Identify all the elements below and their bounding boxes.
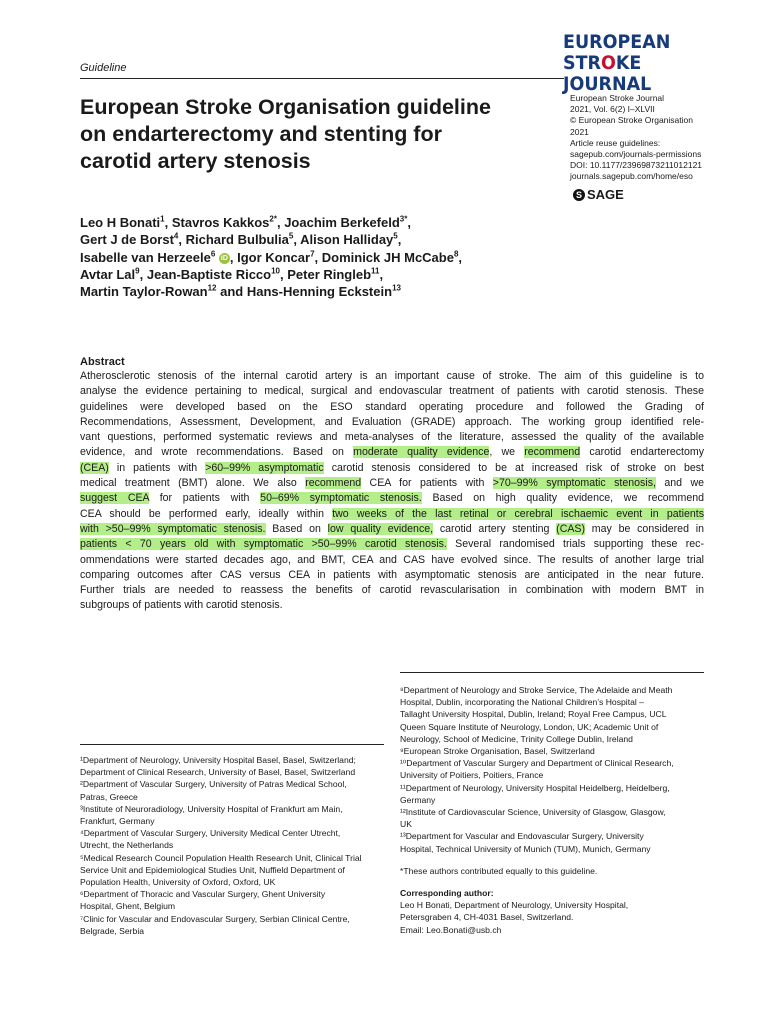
affiliation-line: ¹³Department for Vascular and Endovascular Surgery, University [400,831,644,842]
meta-permissions-link[interactable]: sagepub.com/journals-permissions [570,149,702,160]
abstract-line: vant questions, performed systematic reviews and meta-analyses of the literature, assessed the quality of the available [80,431,704,444]
affiliation-line: Hospital, Ghent, Belgium [80,901,176,912]
affiliation-line: Queen Square Institute of Neurology, London, UK; Academic Unit of [400,721,659,732]
affiliation-line: University of Poitiers, Poitiers, France [400,770,544,781]
meta-year: 2021 [570,126,589,137]
affiliation-line: Patras, Greece [80,791,138,802]
corresponding-author-heading: Corresponding author: [400,888,494,899]
abstract-line: Atherosclerotic stenosis of the internal carotid artery is an important cause of stroke. The aim of this guideline is to [80,370,704,382]
affiliation-line: ¹²Institute of Cardiovascular Science, University of Glasgow, Glasgow, [400,807,666,818]
affiliation-line: Hospital, Dublin, incorporating the National Children’s Hospital – [400,697,644,708]
abstract-line: ommendations were started decades ago, and BMT, CEA and CAS have evolved since. The results of another large trial [80,553,704,566]
abstract-line: comparing outcomes after CAS versus CEA in patients with asymptomatic stenosis are anticipated in the near future. [80,568,704,581]
highlight: 50–69% symptomatic stenosis. [260,492,422,505]
affiliation-line: ⁹European Stroke Organisation, Basel, Switzerland [400,746,595,757]
highlight: recommend [305,477,362,490]
affiliation-line: ²Department of Vascular Surgery, University of Patras Medical School, [80,779,347,790]
abstract-line: (CEA) in patients with >60–99% asymptomatic carotid stenosis considered to be at increased risk of stroke on best [80,461,704,474]
affiliation-line: ⁴Department of Vascular Surgery, University Medical Center Utrecht, [80,828,341,839]
logo-accent-letter: O [600,52,616,74]
affiliation-line: Frankfurt, Germany [80,816,155,827]
highlight: patients < 70 years old with symptomatic >50–99% carotid stenosis. [80,538,447,551]
meta-copyright: © European Stroke Organisation [570,115,693,126]
affiliations-left [80,754,390,937]
spacer [400,877,710,887]
affiliation-line: ⁸Department of Neurology and Stroke Service, The Adelaide and Meath [400,685,673,695]
highlight: (CAS) [556,522,586,535]
affiliation-line: ⁵Medical Research Council Population Health Research Unit, Clinical Trial [80,852,362,863]
affiliation-line: ¹⁰Department of Vascular Surgery and Department of Clinical Research, [400,758,674,769]
affiliation-line: ⁷Clinic for Vascular and Endovascular Surgery, Serbian Clinical Centre, [80,913,350,924]
affiliation-line: ¹¹Department of Neurology, University Hospital Heidelberg, Heidelberg, [400,782,670,793]
sage-s-icon: S [573,189,585,201]
highlight: with >50–99% symptomatic stenosis. [80,522,266,535]
abstract-body [80,369,704,614]
author-line: Martin Taylor-Rowan$^{12}$ and Hans-Henning Eckstein$^{13}$ [80,283,401,300]
footnote-rule-right [400,672,704,673]
abstract-line: with >50–99% symptomatic stenosis. Based on low quality evidence, carotid artery stenting (CAS) may be considered in [80,522,704,535]
title-line: carotid artery stenosis [80,149,311,173]
highlight: two weeks of the last retinal or cerebral ischaemic event in patients [332,507,704,520]
highlight: >60–99% asymptomatic [205,461,324,474]
article-title [80,94,550,175]
publisher-logo [573,187,624,202]
affiliation-line: Service Unit and Epidemiological Studies Unit, Nuffield Department of [80,864,345,875]
publisher-name: SAGE [587,187,624,202]
affiliation-line: UK [400,819,412,830]
title-line: European Stroke Organisation guideline [80,95,491,119]
affiliation-line: Neurology, School of Medicine, Trinity College Dublin, Ireland [400,733,633,744]
author-line: Leo H Bonati$^1$, Stavros Kakkos$^{2*}$, Joachim Berkefeld$^{3*}$, [80,214,411,230]
abstract-line: suggest CEA for patients with 50–69% symptomatic stenosis. Based on high quality evidence, we recommend [80,492,704,505]
header-rule [80,78,564,79]
equal-contribution-note: *These authors contributed equally to this guideline. [400,865,598,876]
corresponding-line: Leo H Bonati, Department of Neurology, University Hospital, [400,900,629,911]
author-line: Avtar Lal$^9$, Jean-Baptiste Ricco$^{10}$, Peter Ringleb$^{11}$, [80,266,384,282]
meta-journal: European Stroke Journal [570,93,665,103]
affiliation-line: Utrecht, the Netherlands [80,840,174,851]
affiliation-line: Department of Clinical Research, University of Basel, Basel, Switzerland [80,767,356,778]
affiliation-line: ¹Department of Neurology, University Hospital Basel, Basel, Switzerland; [80,755,356,765]
corresponding-line: Petersgraben 4, CH-4031 Basel, Switzerland. [400,912,574,923]
corresponding-email[interactable]: Email: Leo.Bonati@usb.ch [400,924,502,935]
author-list [80,214,560,300]
meta-doi[interactable]: DOI: 10.1177/23969873211012121 [570,160,703,171]
section-label: Guideline [80,62,127,74]
abstract-heading: Abstract [80,356,125,368]
highlight: moderate quality evidence [353,446,490,459]
title-line: on endarterectomy and stenting for [80,122,442,146]
article-metadata [570,93,730,183]
logo-line-1: EUROPEAN [563,31,671,53]
logo-line-2: STROKE JOURNAL [563,52,652,95]
meta-volume: 2021, Vol. 6(2) I–XLVII [570,104,655,115]
abstract-line: CEA should be performed early, ideally within two weeks of the last retinal or cerebral ischaemic event in patients [80,507,704,520]
highlight: >70–99% symptomatic stenosis, [492,477,656,490]
abstract-line: Recommendations, Assessment, Development, and Evaluation (GRADE) approach. The working group identified rele- [80,415,704,428]
affiliation-line: Population Health, University of Oxford, Oxford, UK [80,877,276,888]
affiliation-line: Belgrade, Serbia [80,925,145,936]
abstract-line: evidence, and wrote recommendations. Based on moderate quality evidence, we recommend carotid endarterectomy [80,446,704,459]
highlight: low quality evidence, [327,522,434,535]
highlight: suggest CEA [80,492,150,505]
abstract-line: subgroups of patients with carotid stenosis. [80,599,283,612]
abstract-line: analyse the evidence pertaining to medical, surgical and endovascular treatment of patients with carotid stenosis. These [80,385,704,398]
affiliations-right [400,684,710,936]
spacer [400,855,710,865]
abstract-line: patients < 70 years old with symptomatic >50–99% carotid stenosis. Several randomised trials supporting these rec- [80,538,704,551]
journal-logo [563,32,705,95]
affiliation-line: Germany [400,794,436,805]
abstract-line: medical treatment (BMT) alone. We also recommend CEA for patients with >70–99% symptomatic stenosis, and we [80,477,704,490]
affiliation-line: Hospital, Technical University of Munich (TUM), Munich, Germany [400,843,651,854]
highlight: recommend [524,446,581,459]
affiliation-line: ³Institute of Neuroradiology, University Hospital of Frankfurt am Main, [80,803,343,814]
abstract-line: guidelines were developed based on the ESO standard operating procedure and followed the Grading of [80,400,704,413]
author-line: Isabelle van Herzeele$^6$ iD , Igor Koncar$^7$, Dominick JH McCabe$^8$, [80,249,463,265]
affiliation-line: Tallaght University Hospital, Dublin, Ireland; Royal Free Campus, UCL [400,709,667,720]
orcid-icon[interactable]: iD [220,254,228,262]
meta-reuse-label: Article reuse guidelines: [570,137,661,148]
highlight: (CEA) [80,461,109,474]
affiliation-line: ⁶Department of Thoracic and Vascular Surgery, Ghent University [80,889,326,900]
author-line: Gert J de Borst$^4$, Richard Bulbulia$^5$, Alison Halliday$^5$, [80,231,402,248]
abstract-line: Further trials are needed to reassess the benefits of carotid revascularisation in combination with modern BMT in [80,584,704,597]
footnote-rule-left [80,744,384,745]
meta-journal-link[interactable]: journals.sagepub.com/home/eso [570,171,693,182]
